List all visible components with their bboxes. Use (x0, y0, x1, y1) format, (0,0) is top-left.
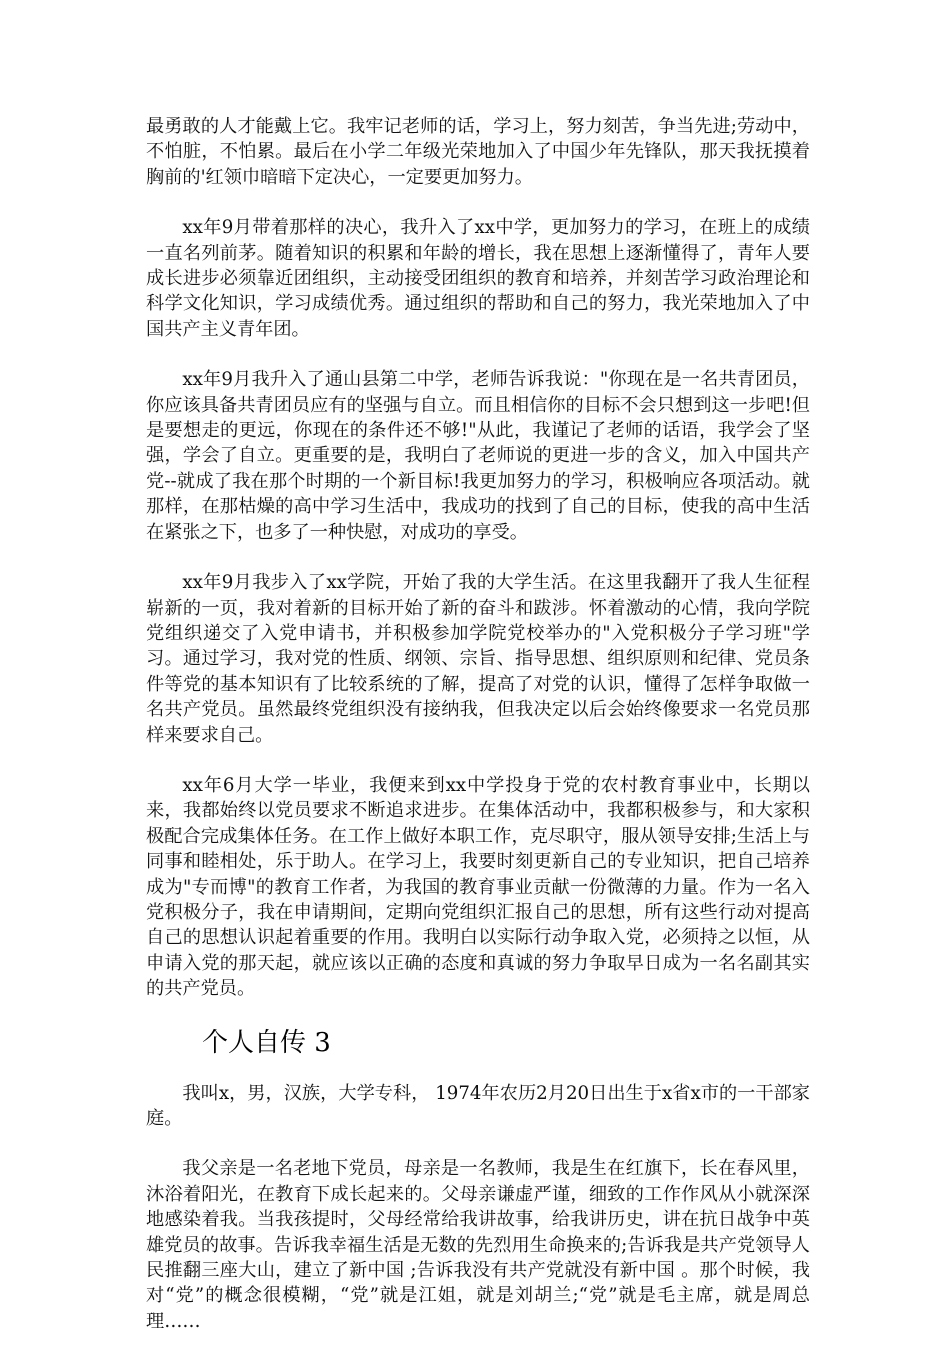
paragraph-work: xx年6月大学一毕业，我便来到xx中学投身于党的农村教育事业中，长期以来，我都始终以党员要求不断追求进步。在集体活动中，我都积极参与，和大家积极配合完成集体任务。在工作上做好本职工作，克尽职守，服从领导安排;生活上与同事和睦相处，乐于助人。在学习上，我要时刻更新自己的专业知识，把自己培养成为"专而博"的教育工作者，为我国的教育事业贡献一份微薄的力量。作为一名入党积极分子，我在申请期间，定期向党组织汇报自己的思想，所有这些行动对提高自己的思想认识起着重要的作用。我明白以实际行动争取入党，必须持之以恒，从申请入党的那天起，就应该以正确的态度和真诚的努力争取早日成为一名名副其实的共产党员。 (146, 774, 810, 1000)
paragraph-college: xx年9月我步入了xx学院，开始了我的大学生活。在这里我翻开了我人生征程崭新的一页，我对着新的目标开始了新的奋斗和跋涉。怀着激动的心情，我向学院党组织递交了入党申请书，并积极参加学院党校举办的"入党积极分子学习班"学习。通过学习，我对党的性质、纲领、宗旨、指导思想、组织原则和纪律、党员条件等党的基本知识有了比较系统的了解，提高了对党的认识，懂得了怎样争取做一名共产党员。虽然最终党组织没有接纳我，但我决定以后会始终像要求一名党员那样来要求自己。 (146, 572, 810, 746)
paragraph-continuation: 最勇敢的人才能戴上它。我牢记老师的话，学习上，努力刻苦，争当先进;劳动中，不怕脏，不怕累。最后在小学二年级光荣地加入了中国少年先锋队，那天我抚摸着胸前的'红领巾暗暗下定决心，一定要更加努力。 (146, 116, 810, 188)
section-heading: 个人自传 3 (202, 1027, 331, 1058)
paragraph-high-school: xx年9月我升入了通山县第二中学，老师告诉我说："你现在是一名共青团员，你应该具备共青团员应有的坚强与自立。而且相信你的目标不会只想到这一步吧!但是要想走的更远，你现在的条件还不够!"从此，我谨记了老师的话语，我学会了坚强，学会了自立。更重要的是，我明白了老师说的更进一步的含义，加入中国共产党--就成了我在那个时期的一个新目标!我更加努力的学习，积极响应各项活动。就那样，在那枯燥的高中学习生活中，我成功的找到了自己的目标，使我的高中生活在紧张之下，也多了一种快慰，对成功的享受。 (146, 369, 810, 543)
paragraph-family: 我父亲是一名老地下党员，母亲是一名教师，我是生在红旗下，长在春风里，沐浴着阳光，在教育下成长起来的。父母亲谦虚严谨，细致的工作作风从小就深深地感染着我。当我孩提时，父母经常给我讲故事，给我讲历史，讲在抗日战争中英雄党员的故事。告诉我幸福生活是无数的先烈用生命换来的;告诉我是共产党领导人民推翻三座大山，建立了新中国 ;告诉我没有共产党就没有新中国 。那个时候，我对“党”的概念很模糊，“党”就是江姐，就是刘胡兰;“党”就是毛主席，就是周总理…… (146, 1158, 810, 1332)
paragraph-middle-school: xx年9月带着那样的决心，我升入了xx中学，更加努力的学习，在班上的成绩一直名列前茅。随着知识的积累和年龄的增长，我在思想上逐渐懂得了，青年人要成长进步必须靠近团组织，主动接受团组织的教育和培养，并刻苦学习政治理论和科学文化知识，学习成绩优秀。通过组织的帮助和自己的努力，我光荣地加入了中国共产主义青年团。 (146, 217, 810, 340)
paragraph-intro: 我叫x，男，汉族，大学专科， 1974年农历2月20日出生于x省x市的一干部家庭。 (146, 1082, 810, 1129)
document-page (146, 114, 810, 1359)
